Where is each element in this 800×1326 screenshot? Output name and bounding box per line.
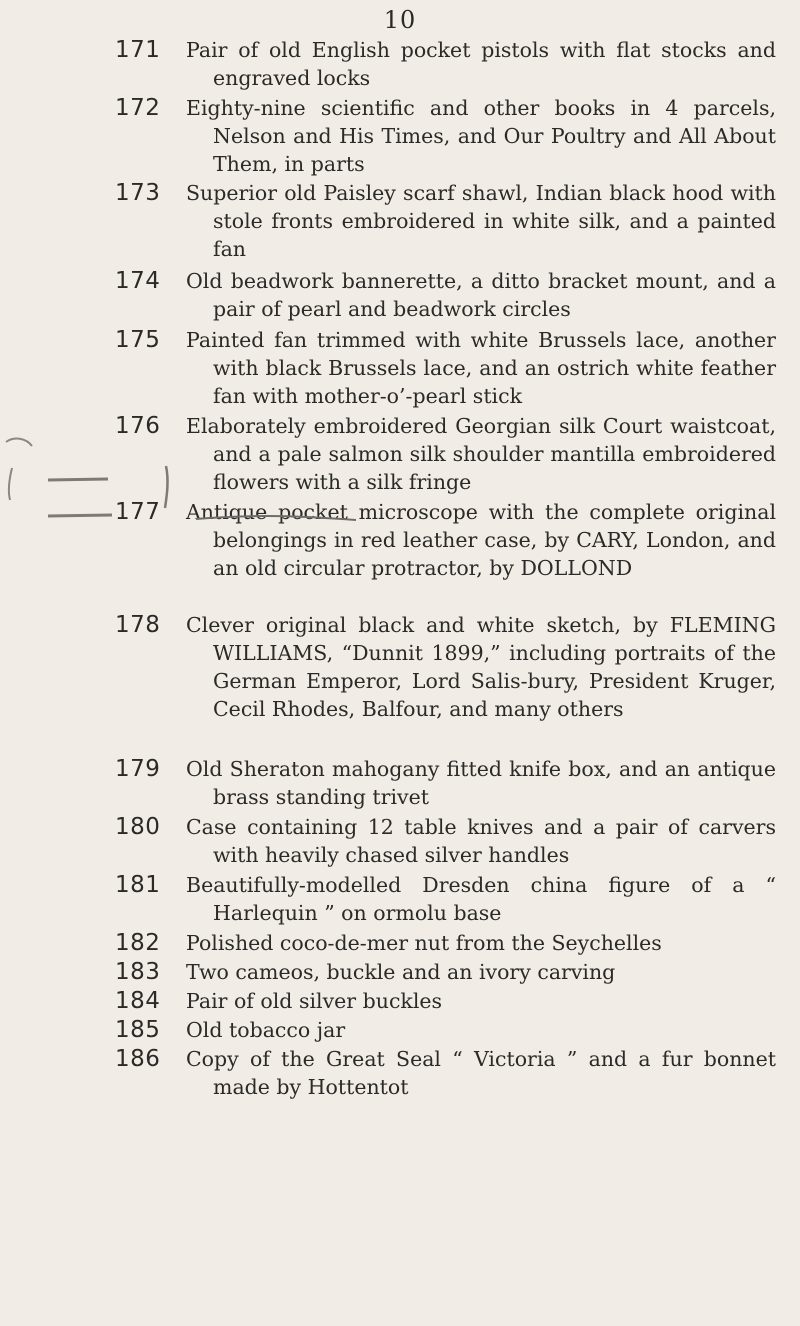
lot-description: Old beadwork bannerette, a ditto bracket mount, and a pair of pearl and beadwork circles [186,269,776,321]
lot-number: 179 [115,756,161,782]
lot-number: 185 [115,1017,161,1043]
lot-number: 178 [115,612,161,638]
page-number: 10 [383,6,417,34]
lot-description: Pair of old silver buckles [186,989,443,1013]
lot-description: Polished coco-de-mer nut from the Seychelles [186,931,662,955]
pencil-underline-mark [48,515,112,516]
lot-description: Copy of the Great Seal “ Victoria ” and a fur bonnet made by Hottentot [186,1047,776,1099]
pencil-curl-mark [6,439,32,446]
lot-number: 177 [115,499,161,525]
lot-description: Antique pocket microscope with the complete original belongings in red leather case, by CARY, London, and an old circular protractor, by DOLLOND [186,500,776,580]
lot-description: Elaborately embroidered Georgian silk Court waistcoat, and a pale salmon silk shoulder mantilla embroidered flowers with a silk fringe [186,414,776,494]
lot-number: 181 [115,872,161,898]
lot-number: 174 [115,268,161,294]
lot-number: 176 [115,413,161,439]
lot-number: 171 [115,37,161,63]
lot-number: 175 [115,327,161,353]
lot-description: Clever original black and white sketch, by FLEMING WILLIAMS, “Dunnit 1899,” including portraits of the German Emperor, Lord Salis-bury, President Kruger, Cecil Rhodes, Balfour, and many others [186,613,776,721]
lot-number: 172 [115,95,161,121]
lot-description: Two cameos, buckle and an ivory carving [186,960,616,984]
lot-description: Old Sheraton mahogany fitted knife box, and an antique brass standing trivet [186,757,776,809]
lot-description: Old tobacco jar [186,1018,346,1042]
lot-number: 182 [115,930,161,956]
lot-description: Eighty-nine scientific and other books in 4 parcels, Nelson and His Times, and Our Poultry and All About Them, in parts [186,96,776,176]
lot-description: Painted fan trimmed with white Brussels lace, another with black Brussels lace, and an ostrich white feather fan with mother-o’-pearl stick [186,328,776,408]
lot-number: 186 [115,1046,161,1072]
lot-description: Pair of old English pocket pistols with flat stocks and engraved locks [186,38,776,90]
lot-number: 180 [115,814,161,840]
lot-description: Case containing 12 table knives and a pair of carvers with heavily chased silver handles [186,815,776,867]
lot-number: 173 [115,180,161,206]
lot-number: 183 [115,959,161,985]
pencil-bracket-mark [9,468,12,500]
lot-description: Beautifully-modelled Dresden china figure of a “ Harlequin ” on ormolu base [186,873,776,925]
lot-description: Superior old Paisley scarf shawl, Indian black hood with stole fronts embroidered in white silk, and a painted fan [186,181,776,261]
lot-number: 184 [115,988,161,1014]
pencil-underline-mark [48,479,108,480]
